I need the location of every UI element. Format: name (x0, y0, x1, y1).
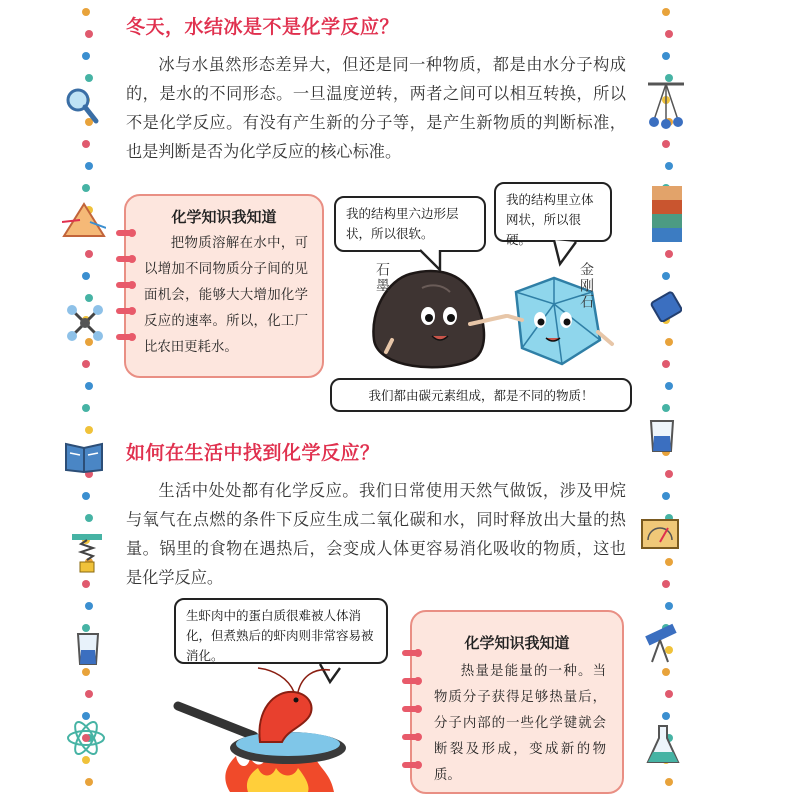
telescope-icon (640, 620, 684, 664)
binder-ring-icon (116, 256, 134, 262)
knowledge-card-1 (124, 194, 324, 378)
paragraph-freezing: 冰与水虽然形态差异大，但还是同一种物质，都是由水分子构成的，是水的不同形态。一旦温度逆转，两者之间可以相互转换，所以不是化学反应。有没有产生新的分子等，是产生新物质的判断标准，也是判断是否为化学反应的核心标准。 (126, 55, 626, 161)
shrimp-pan-illustration (170, 660, 406, 796)
decorative-dot (662, 52, 670, 60)
magnifier-icon (64, 86, 100, 126)
decorative-dot (662, 712, 670, 720)
decorative-dot (85, 514, 93, 522)
decorative-dot (85, 426, 93, 434)
decorative-dot (665, 338, 673, 346)
decorative-dot (82, 52, 90, 60)
decorative-dot (665, 690, 673, 698)
binder-ring-icon (116, 282, 134, 288)
knowledge-card-title: 化学知识我知道 (171, 208, 277, 226)
decorative-dot (665, 30, 673, 38)
diamond-speech-bubble: 我的结构里立体网状，所以很硬。 (494, 182, 612, 242)
binder-ring-icon (116, 308, 134, 314)
carbon-summary-bubble: 我们都由碳元素组成，都是不同的物质！ (330, 378, 632, 412)
knowledge-card-title: 化学知识我知道 (464, 634, 570, 652)
prism-icon (62, 202, 106, 238)
decorative-dot (85, 250, 93, 258)
diamond-label: 金刚石 (578, 262, 594, 310)
binder-ring-icon (402, 650, 420, 656)
meter-icon (640, 516, 680, 552)
section-title-freezing: 冬天，水结冰是不是化学反应？ (126, 16, 400, 38)
decorative-dot (82, 492, 90, 500)
decorative-dot (82, 668, 90, 676)
decorative-dot (85, 690, 93, 698)
decorative-dot (665, 602, 673, 610)
decorative-dot (82, 360, 90, 368)
decorative-dot (665, 162, 673, 170)
book-icon (64, 438, 104, 474)
atom-icon (66, 718, 106, 758)
decorative-dot (82, 624, 90, 632)
graphite-speech-bubble: 我的结构里六边形层状，所以很软。 (334, 196, 486, 252)
knowledge-card-body: 把物质溶解在水中，可以增加不同物质分子间的见面机会，能够大大增加化学反应的速率。所以，化工厂比农田更耗水。 (144, 236, 308, 355)
battery-icon (650, 290, 682, 322)
decorative-dot (85, 74, 93, 82)
decorative-dot (85, 30, 93, 38)
decorative-dot (82, 184, 90, 192)
section-title-daily-reactions: 如何在生活中找到化学反应？ (126, 442, 380, 464)
knowledge-card-body: 热量是能量的一种。当物质分子获得足够热量后，分子内部的一些化学键就会断裂及形成，变成新的物质。 (434, 664, 606, 783)
binder-ring-icon (402, 734, 420, 740)
decorative-dot (662, 492, 670, 500)
binder-ring-icon (402, 706, 420, 712)
decorative-dot (662, 140, 670, 148)
rock-layers-icon (650, 184, 684, 244)
graphite-label: 石墨 (374, 262, 390, 294)
decorative-dot (662, 8, 670, 16)
decorative-dot (662, 580, 670, 588)
flask-icon (646, 724, 680, 768)
beaker-icon (72, 632, 104, 668)
decorative-dot (665, 382, 673, 390)
decorative-dot (85, 294, 93, 302)
carbon-characters-illustration (330, 240, 630, 380)
decorative-dot (665, 470, 673, 478)
decorative-dot (82, 580, 90, 588)
paragraph-daily-reactions: 生活中处处都有化学反应。我们日常使用天然气做饭，涉及甲烷与氧气在点燃的条件下反应生成二氧化碳和水，同时释放出大量的热量。锅里的食物在遇热后，会变成人体更容易消化吸收的物质，这也是化学反应。 (126, 481, 626, 587)
binder-ring-icon (116, 230, 134, 236)
measuring-cup-icon (646, 418, 678, 454)
decorative-dot (662, 668, 670, 676)
shrimp-speech-bubble: 生虾肉中的蛋白质很难被人体消化，但煮熟后的虾肉则非常容易被消化。 (174, 598, 388, 664)
knowledge-card-2 (410, 610, 624, 794)
decorative-dot (82, 140, 90, 148)
pendulum-icon (644, 80, 688, 132)
decorative-dot (665, 558, 673, 566)
decorative-dot (82, 404, 90, 412)
binder-ring-icon (116, 334, 134, 340)
decorative-dot (82, 272, 90, 280)
decorative-dot (662, 360, 670, 368)
binder-ring-icon (402, 678, 420, 684)
decorative-dot (82, 8, 90, 16)
binder-ring-icon (402, 762, 420, 768)
decorative-dot (85, 382, 93, 390)
decorative-dot (85, 162, 93, 170)
decorative-dot (662, 272, 670, 280)
molecule-icon (66, 304, 104, 342)
spring-scale-icon (70, 532, 104, 576)
decorative-dot (665, 778, 673, 786)
decorative-dot (85, 602, 93, 610)
decorative-dot (662, 404, 670, 412)
decorative-dot (665, 250, 673, 258)
decorative-dot (85, 778, 93, 786)
